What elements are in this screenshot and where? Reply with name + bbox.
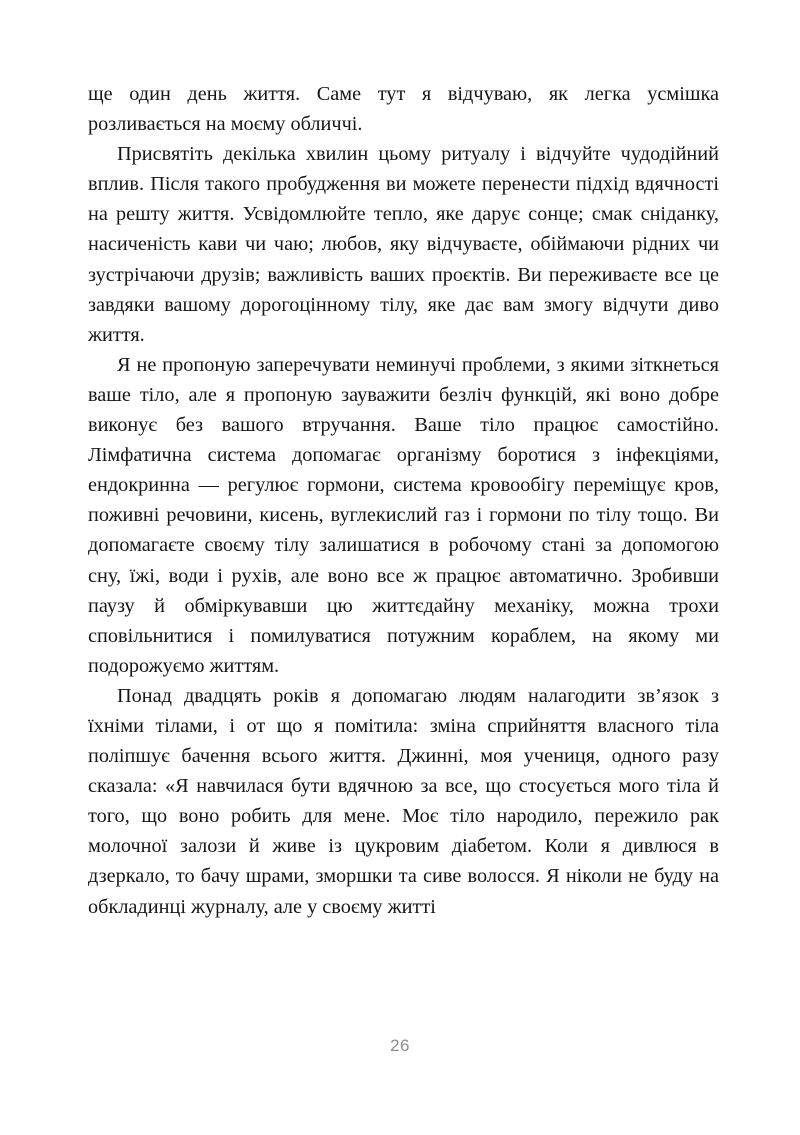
paragraph-continuation: ще один день життя. Саме тут я відчуваю, як легка усмішка розливається на моєму обличчі. xyxy=(88,83,719,136)
paragraph-gratitude-ritual: Присвятіть декілька хвилин цьому ритуалу і відчуйте чудодійний вплив. Після такого пробудження ви можете перенести підхід вдячності на решту життя. Усвідомлюйте тепло, яке дарує сонце; смак сніданку, насиченість кави чи чаю; любов, яку відчуваєте, обіймаючи рідних чи зустрічаючи друзів; важливість ваших проєктів. Ви переживаєте все це завдяки вашому дорогоцінному тілу, яке дає вам змогу відчути диво життя. xyxy=(88,143,719,346)
paragraph-jinni-quote: Понад двадцять років я допомагаю людям налагодити зв’язок з їхніми тілами, і от що я помітила: зміна сприйняття власного тіла поліпшує бачення всього життя. Джинні, моя учениця, одного разу сказала: «Я навчилася бути вдячною за все, що стосується мого тіла й того, що воно робить для мене. Моє тіло народило, пережило рак молочної залози й живе із цукровим діабетом. Коли я дивлюся в дзеркало, то бачу шрами, зморшки та сиве волосся. Я ніколи не буду на обкладинці журналу, але у своєму житті xyxy=(88,684,719,918)
page-body-text xyxy=(88,79,719,922)
paragraph-body-functions: Я не пропоную заперечувати неминучі проблеми, з якими зіткнеться ваше тіло, але я пропоную зауважити безліч функцій, які воно добре виконує без вашого втручання. Ваше тіло працює самостійно. Лімфатична система допомагає організму боротися з інфекціями, ендокринна — регулює гормони, система кровообігу переміщує кров, поживні речовини, кисень, вуглекислий газ і гормони по тілу тощо. Ви допомагаєте своєму тілу залишатися в робочому стані за допомогою сну, їжі, води і рухів, але воно все ж працює автоматично. Зробивши паузу й обміркувавши цю життєдайну механіку, можна трохи сповільнитися і помилуватися потужним кораблем, на якому ми подорожуємо життям. xyxy=(88,353,719,677)
page-number: 26 xyxy=(390,1036,410,1055)
